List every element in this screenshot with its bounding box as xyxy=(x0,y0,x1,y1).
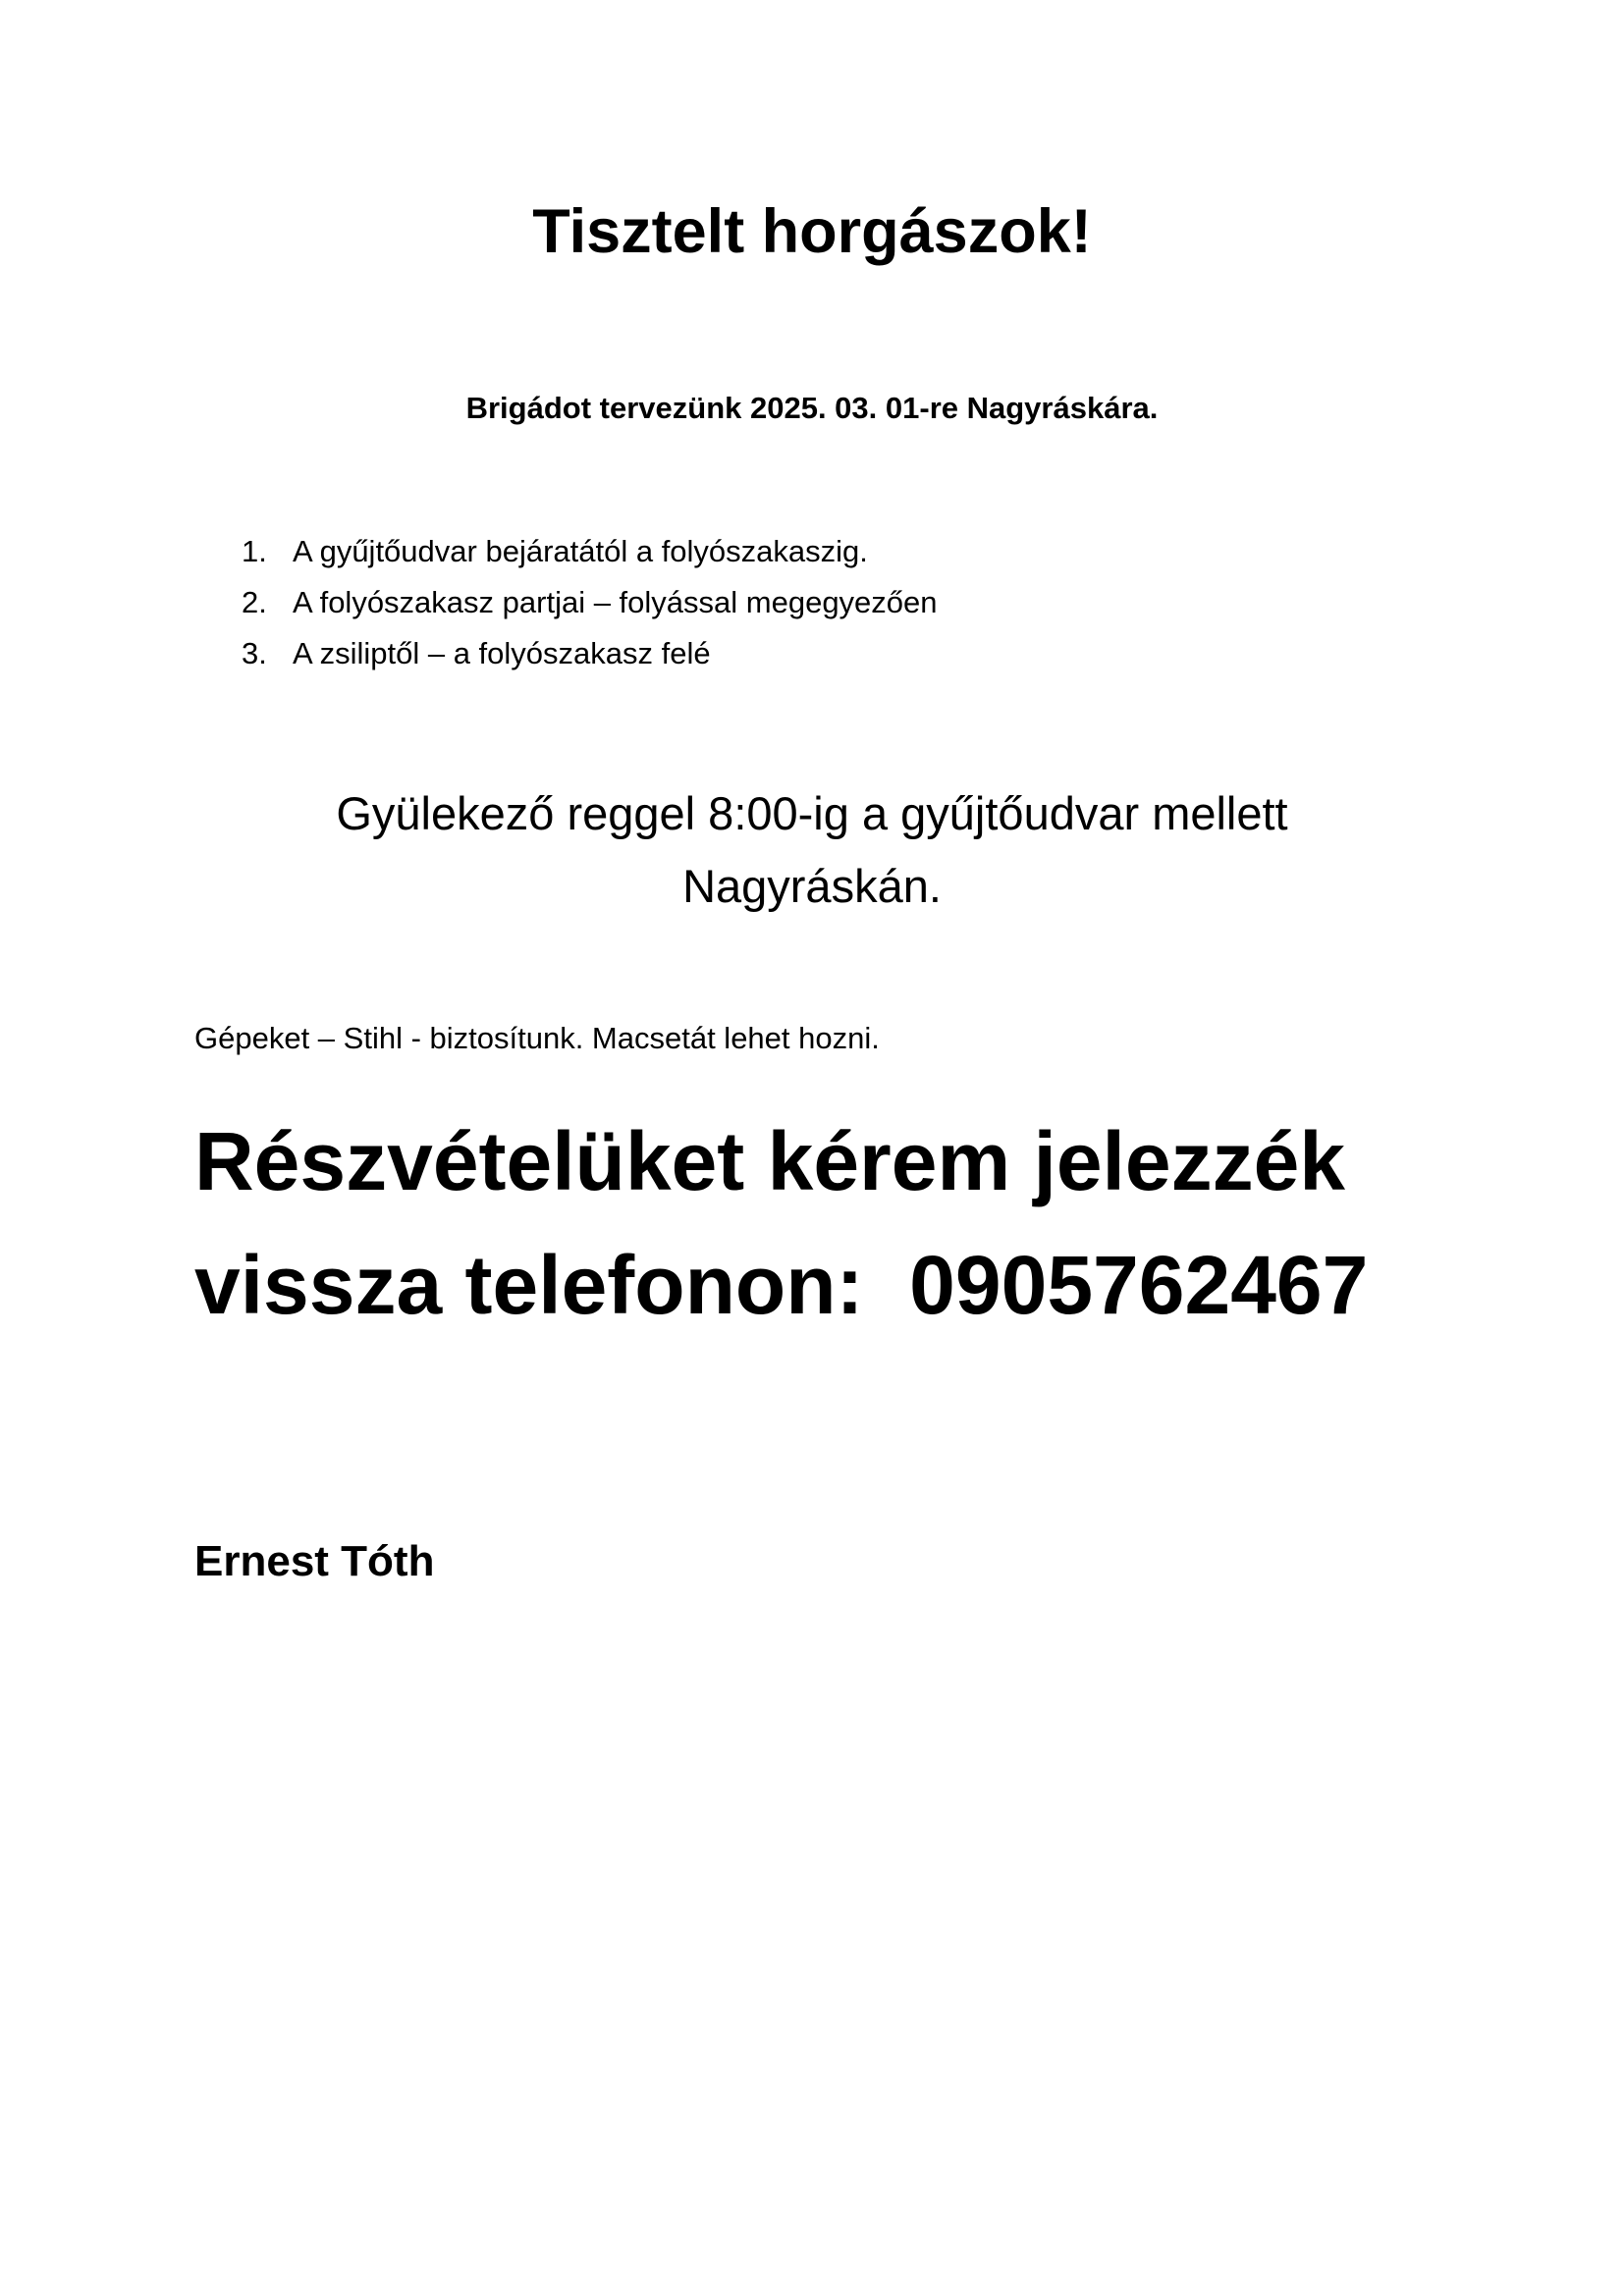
gathering-line-2: Nagyráskán. xyxy=(682,860,942,912)
gathering-line-1: Gyülekező reggel 8:00-ig a gyűjtőudvar mellett xyxy=(336,787,1288,839)
list-item-text: A zsiliptől – a folyószakasz felé xyxy=(293,636,711,670)
equipment-note: Gépeket – Stihl - biztosítunk. Macsetát lehet hozni. xyxy=(194,1021,880,1055)
rsvp-request xyxy=(194,1099,1490,1347)
list-item-number: 1. xyxy=(242,534,267,568)
work-areas-list xyxy=(242,526,938,679)
list-item-text: A folyószakasz partjai – folyással megegyezően xyxy=(293,585,938,619)
signature: Ernest Tóth xyxy=(194,1537,435,1585)
list-item-number: 2. xyxy=(242,585,267,619)
rsvp-phone-label: vissza telefonon: xyxy=(194,1239,864,1331)
list-item xyxy=(242,628,938,679)
rsvp-line-1: Részvételüket kérem jelezzék xyxy=(194,1115,1346,1207)
brigade-announcement: Brigádot tervezünk 2025. 03. 01-re Nagyráskára. xyxy=(465,391,1159,425)
list-item xyxy=(242,526,938,577)
list-item-text: A gyűjtőudvar bejáratától a folyószakaszig. xyxy=(293,534,868,568)
list-item-number: 3. xyxy=(242,636,267,670)
rsvp-line-2 xyxy=(194,1223,1490,1347)
list-item xyxy=(242,577,938,628)
phone-number: 0905762467 xyxy=(909,1239,1369,1331)
gathering-info xyxy=(0,777,1624,923)
page-title: Tisztelt horgászok! xyxy=(532,197,1092,266)
